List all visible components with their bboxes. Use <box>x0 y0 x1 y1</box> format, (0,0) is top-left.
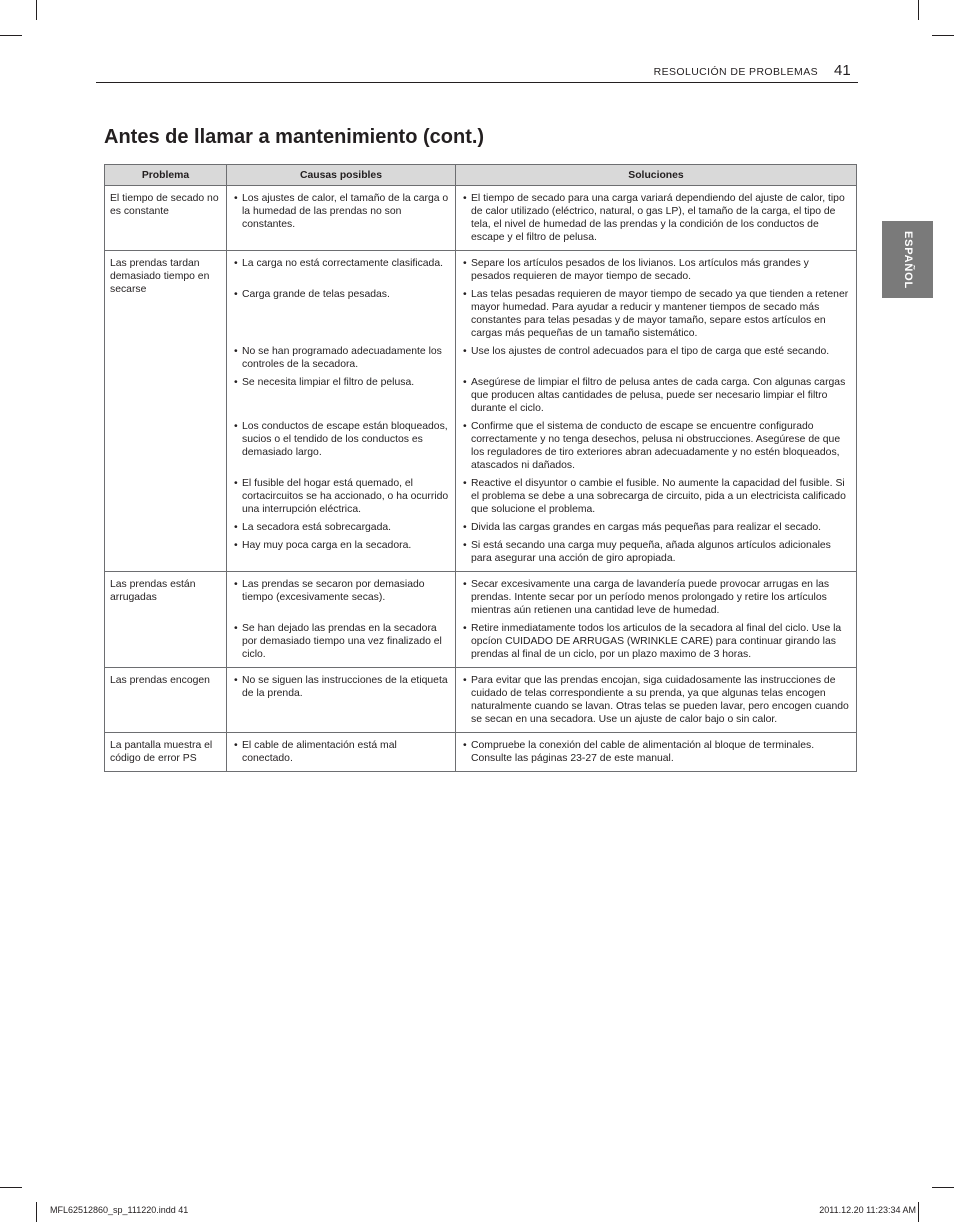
crop-mark <box>918 1202 919 1222</box>
table-row <box>105 572 857 668</box>
cause-item: • La secadora está sobrecargada. <box>232 521 450 534</box>
solution-item: • Confirme que el sistema de conducto de escape se encuentre configurado correctamente y no tenga desechos, pelusa ni obstrucciones. Asegúrese de que los reguladores de tiro exteriores abran adecuadamente y no estén bloqueados, atascados ni dañados. <box>461 420 851 472</box>
page-number: 41 <box>834 62 851 79</box>
solutions-cell <box>456 186 857 251</box>
table-header-row <box>105 165 857 186</box>
column-header-causes: Causas posibles <box>227 165 456 186</box>
crop-mark <box>932 1187 954 1188</box>
causes-cell <box>227 572 456 668</box>
solution-item: • Las telas pesadas requieren de mayor tiempo de secado ya que tienden a retener mayor humedad. Para ayudar a reducir y mantener tiempos de secado más constantes para telas pesadas y de mayor tamaño, separe estos artículos en cargas más pequeñas de un tamaño sistemático. <box>461 288 851 340</box>
cause-item: • Las prendas se secaron por demasiado tiempo (excesivamente secas). <box>232 578 450 617</box>
cause-item: • El cable de alimentación está mal conectado. <box>232 739 450 765</box>
crop-mark <box>932 35 954 36</box>
solution-item: • Compruebe la conexión del cable de alimentación al bloque de terminales. Consulte las páginas 23-27 de este manual. <box>461 739 851 765</box>
solution-item: • Para evitar que las prendas encojan, siga cuidadosamente las instrucciones de cuidado de telas correspondiente a su prenda, ya que algunas telas encogen naturalmente cuando se lavan. Otras telas se pueden lavar, pero encogen cuando se secan en una secadora. Use un ajuste de calor bajo o sin calor. <box>461 674 851 726</box>
cause-item: • Se necesita limpiar el filtro de pelusa. <box>232 376 450 415</box>
header-rule <box>96 82 858 83</box>
solution-item: • Asegúrese de limpiar el filtro de pelusa antes de cada carga. Con algunas cargas que producen altas cantidades de pelusa, puede ser necesario limpiar el filtro durante el ciclo. <box>461 376 851 415</box>
causes-cell <box>227 733 456 772</box>
language-tab-label: ESPAÑOL <box>901 230 914 289</box>
problem-cell: El tiempo de secado no es constante <box>105 186 227 251</box>
causes-cell <box>227 668 456 733</box>
cause-item: • Los conductos de escape están bloqueados, sucios o el tendido de los conductos es demasiado largo. <box>232 420 450 472</box>
solutions-cell <box>456 251 857 572</box>
solution-item: • Separe los artículos pesados de los livianos. Los artículos más grandes y pesados requieren de mayor tiempo de secado. <box>461 257 851 283</box>
cause-item: • El fusible del hogar está quemado, el cortacircuitos se ha accionado, o ha ocurrido una interrupción eléctrica. <box>232 477 450 516</box>
crop-mark <box>0 1187 22 1188</box>
causes-cell <box>227 251 456 572</box>
solution-item: • Retire inmediatamente todos los articulos de la secadora al final del ciclo. Use la opcíon CUIDADO DE ARRUGAS (WRINKLE CARE) para continuar girando las prendas al final de un ciclo, por un plazo maximo de 3 horas. <box>461 622 851 661</box>
crop-mark <box>0 35 22 36</box>
crop-mark <box>918 0 919 20</box>
footer-timestamp: 2011.12.20 11:23:34 AM <box>819 1205 916 1215</box>
cause-item: • La carga no está correctamente clasificada. <box>232 257 450 283</box>
column-header-problem: Problema <box>105 165 227 186</box>
crop-mark <box>36 1202 37 1222</box>
problem-cell: Las prendas encogen <box>105 668 227 733</box>
cause-item: • Carga grande de telas pesadas. <box>232 288 450 340</box>
cause-item: • Hay muy poca carga en la secadora. <box>232 539 450 565</box>
causes-cell <box>227 186 456 251</box>
solution-item: • Use los ajustes de control adecuados para el tipo de carga que esté secando. <box>461 345 851 371</box>
solution-item: • Divida las cargas grandes en cargas más pequeñas para realizar el secado. <box>461 521 851 534</box>
cause-item: • Los ajustes de calor, el tamaño de la carga o la humedad de las prendas no son constantes. <box>232 192 450 244</box>
solution-item: • Si está secando una carga muy pequeña, añada algunos artículos adicionales para asegurar una acción de giro apropiada. <box>461 539 851 565</box>
language-tab <box>882 221 933 298</box>
solutions-cell <box>456 733 857 772</box>
table-row <box>105 668 857 733</box>
troubleshooting-table <box>104 164 857 772</box>
solutions-cell <box>456 668 857 733</box>
solution-item: • El tiempo de secado para una carga variará dependiendo del ajuste de calor, tipo de calor utilizado (eléctrico, natural, o gas LP), el tamaño de la carga, el tipo de tela, el nivel de humedad de las prendas y la condición de los conductos de escape y el filtro de pelusa. <box>461 192 851 244</box>
column-header-solutions: Soluciones <box>456 165 857 186</box>
footer-file: MFL62512860_sp_111220.indd 41 <box>50 1205 189 1215</box>
table-body <box>105 186 857 772</box>
solution-item: • Secar excesivamente una carga de lavandería puede provocar arrugas en las prendas. Intente secar por un período menos prolongado y retire los artículos mientras aún retienen una cantidad leve de humedad. <box>461 578 851 617</box>
page-title: Antes de llamar a mantenimiento (cont.) <box>104 126 485 148</box>
solution-item: • Reactive el disyuntor o cambie el fusible. No aumente la capacidad del fusible. Si el problema se debe a una sobrecarga de circuito, pida a un electricista calificado que solucione el problema. <box>461 477 851 516</box>
cause-item: • Se han dejado las prendas en la secadora por demasiado tiempo una vez finalizado el ciclo. <box>232 622 450 661</box>
section-header: RESOLUCIÓN DE PROBLEMAS <box>653 66 818 78</box>
problem-cell: Las prendas están arrugadas <box>105 572 227 668</box>
table-row <box>105 733 857 772</box>
problem-cell: Las prendas tardan demasiado tiempo en secarse <box>105 251 227 572</box>
solutions-cell <box>456 572 857 668</box>
cause-item: • No se siguen las instrucciones de la etiqueta de la prenda. <box>232 674 450 726</box>
table-row <box>105 186 857 251</box>
problem-cell: La pantalla muestra el código de error PS <box>105 733 227 772</box>
table-row <box>105 251 857 572</box>
crop-mark <box>36 0 37 20</box>
cause-item: • No se han programado adecuadamente los controles de la secadora. <box>232 345 450 371</box>
